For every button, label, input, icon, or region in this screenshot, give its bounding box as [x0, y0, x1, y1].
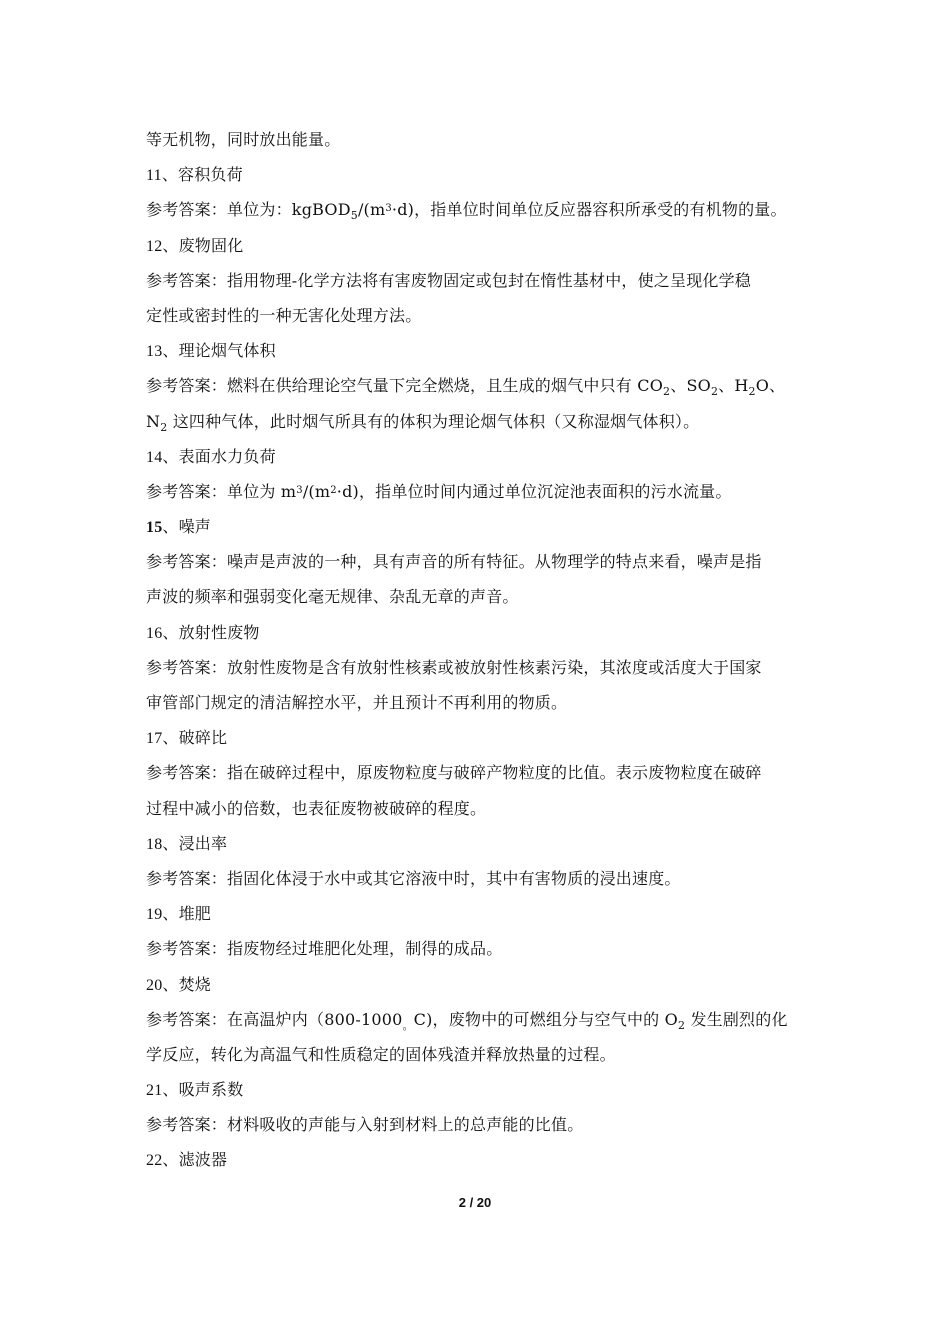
answer-line [146, 368, 811, 403]
heading-title: 、废物固化 [162, 235, 244, 255]
text-span: 、H [718, 376, 749, 396]
text-span: 参考答案：指废物经过堆肥化处理，制得的成品。 [146, 939, 503, 959]
heading-number: 12 [146, 237, 163, 255]
heading-number: 11 [146, 167, 162, 185]
text-span: 参考答案：燃料在供给理论空气量下完全燃烧，且生成的烟气中只有 CO [146, 376, 664, 396]
section-heading [146, 509, 811, 544]
superscript: 2 [330, 484, 337, 496]
section-heading [146, 826, 811, 861]
heading-title: 、滤波器 [162, 1150, 228, 1170]
text-span: 参考答案：指在破碎过程中，原废物粒度与破碎产物粒度的比值。表示废物粒度在破碎 [146, 763, 762, 783]
degree-mark: 。 [402, 1018, 414, 1032]
text-span: 等无机物，同时放出能量。 [146, 130, 341, 149]
answer-line [146, 404, 811, 439]
heading-title: 、焚烧 [162, 974, 212, 994]
heading-number: 17 [146, 730, 163, 748]
text-span: 声波的频率和强弱变化毫无规律、杂乱无章的声音。 [146, 587, 519, 607]
heading-title: 、容积负荷 [161, 165, 243, 185]
answer-line [146, 474, 811, 509]
subscript: 2 [160, 420, 168, 434]
text-span: /(m [302, 481, 331, 501]
heading-title: 、表面水力负荷 [162, 446, 276, 466]
heading-number: 19 [146, 906, 163, 924]
subscript: 2 [748, 385, 756, 399]
heading-title: 、浸出率 [162, 833, 228, 853]
heading-number: 21 [146, 1082, 163, 1100]
text-span: 参考答案：单位为 m [146, 481, 297, 501]
text-span: 参考答案：指固化体浸于水中或其它溶液中时，其中有害物质的浸出速度。 [146, 868, 681, 888]
answer-line [146, 650, 811, 685]
heading-number: 20 [146, 976, 163, 994]
heading-title: 、理论烟气体积 [162, 341, 276, 361]
answer-line [146, 263, 811, 298]
text-line [146, 122, 811, 157]
text-span: 参考答案：放射性废物是含有放射性核素或被放射性核素污染，其浓度或活度大于国家 [146, 657, 762, 677]
text-span: 、SO [670, 376, 711, 396]
subscript: 2 [677, 1018, 686, 1032]
text-span: /(m [357, 200, 386, 220]
answer-line [146, 931, 811, 966]
answer-line [146, 192, 811, 227]
page-content [146, 122, 811, 1178]
text-span: 定性或密封性的一种无害化处理方法。 [146, 305, 422, 325]
superscript: 3 [296, 484, 303, 496]
answer-line [146, 544, 811, 579]
heading-number: 15 [146, 519, 163, 537]
subscript: 5 [350, 209, 358, 223]
text-span: 审管部门规定的清洁解控水平，并且预计不再利用的物质。 [146, 693, 568, 712]
heading-title: 、破碎比 [162, 728, 228, 748]
text-span: 参考答案：在高温炉内（800-1000 [146, 1009, 403, 1029]
text-span: 参考答案：单位为：kgBOD [146, 200, 351, 220]
text-span: ·d)，指单位时间单位反应器容积所承受的有机物的量。 [391, 200, 787, 220]
heading-title: 、吸声系数 [162, 1080, 244, 1100]
answer-line [146, 1002, 811, 1037]
text-span: 参考答案：噪声是声波的一种，具有声音的所有特征。从物理学的特点来看，噪声是指 [146, 552, 762, 572]
heading-title: 、堆肥 [162, 904, 212, 924]
text-span: 学反应，转化为高温气和性质稳定的固体残渣并释放热量的过程。 [146, 1044, 616, 1064]
answer-line [146, 755, 811, 790]
superscript: 3 [385, 203, 392, 215]
answer-line [146, 579, 811, 614]
heading-number: 18 [146, 835, 163, 853]
answer-line [146, 685, 811, 720]
section-heading [146, 1072, 811, 1107]
section-heading [146, 967, 811, 1002]
text-span: 参考答案：指用物理-化学方法将有害废物固定或包封在惰性基材中，使之呈现化学稳 [146, 270, 752, 290]
section-heading [146, 157, 811, 192]
answer-line [146, 791, 811, 826]
heading-title: 、放射性废物 [162, 622, 260, 642]
subscript: 2 [663, 385, 671, 399]
text-span: 过程中减小的倍数，也表征废物被破碎的程度。 [146, 798, 487, 818]
section-heading [146, 439, 811, 474]
section-heading [146, 333, 811, 368]
answer-line [146, 1107, 811, 1142]
section-heading [146, 1142, 811, 1177]
text-span: ·d)，指单位时间内通过单位沉淀池表面积的污水流量。 [336, 481, 732, 501]
section-heading [146, 615, 811, 650]
heading-title: 、噪声 [162, 517, 212, 537]
subscript: 2 [710, 385, 719, 399]
text-span: 参考答案：材料吸收的声能与入射到材料上的总声能的比值。 [146, 1115, 584, 1135]
answer-line [146, 1037, 811, 1072]
text-span: 发生剧烈的化 [685, 1009, 788, 1029]
text-span: N [146, 411, 161, 431]
heading-number: 13 [146, 343, 163, 361]
answer-line [146, 298, 811, 333]
answer-line [146, 861, 811, 896]
text-span: C)，废物中的可燃组分与空气中的 O [413, 1009, 678, 1029]
page-number: 2 / 20 [458, 1195, 492, 1210]
text-span: O、 [755, 376, 786, 396]
heading-number: 14 [146, 448, 163, 466]
text-span: 这四种气体，此时烟气所具有的体积为理论烟气体积（又称湿烟气体积）。 [167, 411, 700, 431]
heading-number: 16 [146, 624, 163, 642]
section-heading [146, 228, 811, 263]
section-heading [146, 720, 811, 755]
section-heading [146, 896, 811, 931]
heading-number: 22 [146, 1152, 163, 1170]
